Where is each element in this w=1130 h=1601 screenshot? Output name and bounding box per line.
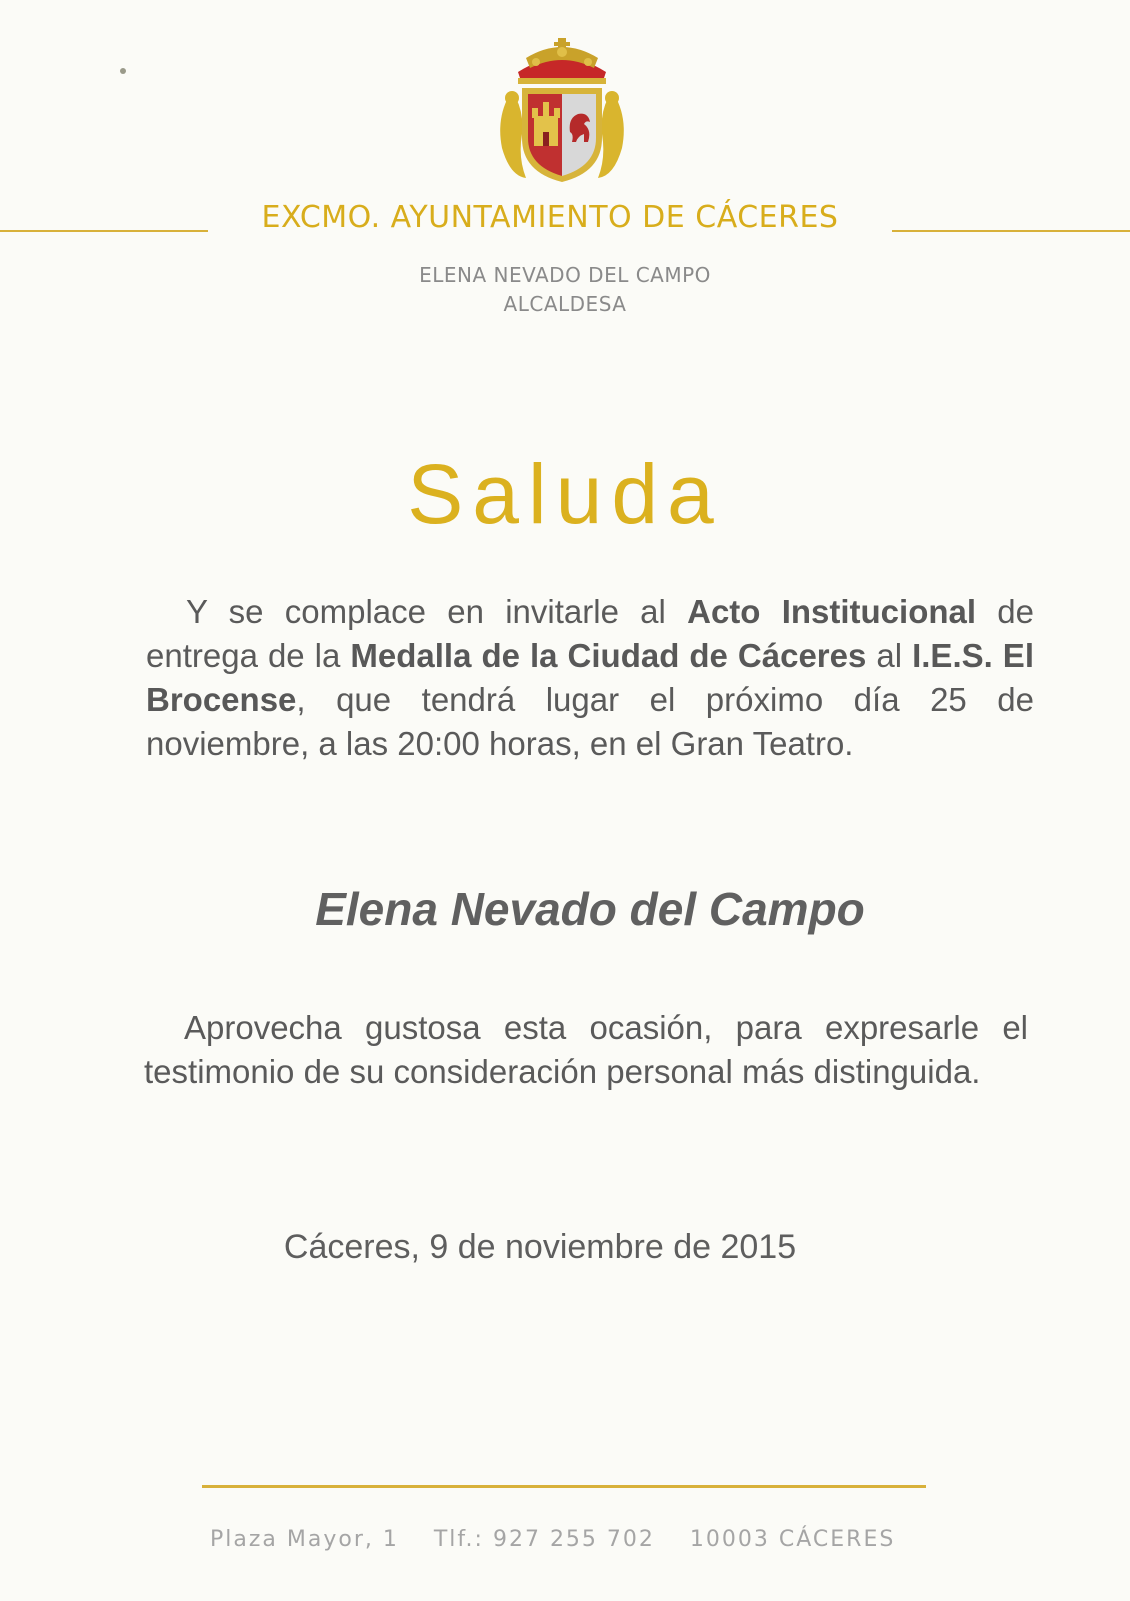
- mayor-name: ELENA NEVADO DEL CAMPO: [419, 263, 711, 287]
- invitation-text-4: , que tendrá lugar el próximo día 25 de noviembre, a las 20:00 horas, en el Gran Teatro.: [146, 681, 1034, 762]
- date-line: Cáceres, 9 de noviembre de 2015: [283, 1228, 797, 1266]
- invitation-text-1: Y se complace en invitarle al: [186, 593, 688, 630]
- footer-address: Plaza Mayor, 1: [210, 1527, 399, 1552]
- signature-name: Elena Nevado del Campo: [315, 883, 865, 935]
- footer-rule: [202, 1485, 926, 1488]
- footer-city: 10003 CÁCERES: [689, 1527, 896, 1552]
- invitation-bold-act: Acto Institucional: [687, 593, 977, 630]
- header-rule-left: [0, 230, 208, 232]
- invitation-text-3: al: [866, 637, 913, 674]
- caceres-coat-of-arms-icon: [496, 38, 628, 186]
- invitation-paragraph: [146, 590, 1034, 766]
- footer-phone: Tlf.: 927 255 702: [433, 1527, 655, 1552]
- page-title: Saluda: [407, 447, 723, 541]
- footer: [210, 1527, 921, 1552]
- paper-speck: [120, 68, 126, 74]
- institution-name: EXCMO. AYUNTAMIENTO DE CÁCERES: [261, 200, 839, 235]
- closing-paragraph: Aprovecha gustosa esta ocasión, para expresarle el testimonio de su consideración personal más distinguida.: [144, 1009, 1028, 1090]
- invitation-text-2: de entrega de la: [146, 593, 1035, 674]
- mayor-title: ALCALDESA: [503, 292, 627, 316]
- invitation-bold-medal: Medalla de la Ciudad de Cáceres: [350, 637, 867, 674]
- invitation-bold-school: I.E.S. El Brocense: [146, 637, 1034, 718]
- header-rule-right: [892, 230, 1130, 232]
